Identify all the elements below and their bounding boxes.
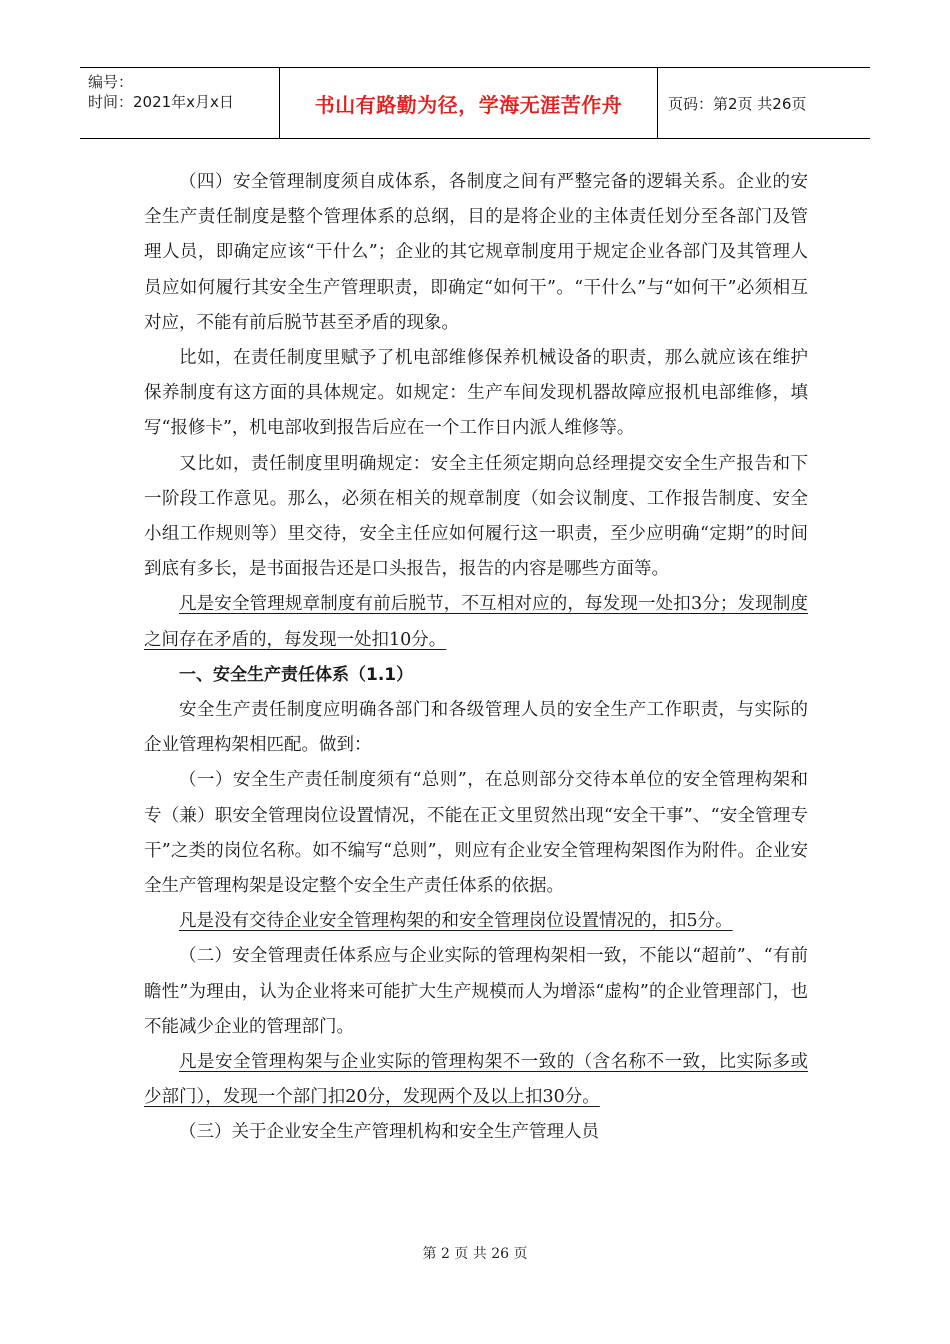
paragraph-responsibility-intro: 安全生产责任制度应明确各部门和各级管理人员的安全生产工作职责，与实际的企业管理构架相匹配。做到： [144, 700, 808, 756]
paragraph-example-2: 又比如，责任制度里明确规定：安全主任须定期向总经理提交安全生产报告和下一阶段工作意见。那么，必须在相关的规章制度（如会议制度、工作报告制度、安全小组工作规则等）里交待，安全主任应如何履行这一职责，至少应明确“定期”的时间到底有多长，是书面报告还是口头报告，报告的内容是哪些方面等。 [144, 453, 808, 580]
penalty-rule-1 [144, 587, 808, 657]
page-footer: 第 2 页 共 26 页 [422, 1246, 528, 1262]
penalty-rule-3 [144, 1045, 808, 1115]
header-page-code: 页码：第2页 共26页 [668, 94, 807, 113]
document-number-label: 编号： [88, 73, 134, 91]
header-motto: 书山有路勤为径，学海无涯苦作舟 [280, 68, 658, 138]
paragraph-item-2: （二）安全管理责任体系应与企业实际的管理构架相一致，不能以“超前”、“有前瞻性”为理由，认为企业将来可能扩大生产规模而人为增添“虚构”的企业管理部门，也不能减少企业的管理部门。 [144, 946, 808, 1037]
penalty-rule-2-text: 凡是没有交待企业安全管理构架的和安全管理岗位设置情况的，扣5分。 [179, 911, 733, 932]
section-heading-responsibility: 一、安全生产责任体系（1.1） [179, 664, 414, 685]
penalty-rule-1-text: 凡是安全管理规章制度有前后脱节，不互相对应的，每发现一处扣3分；发现制度之间存在矛盾的，每发现一处扣10分。 [144, 594, 808, 650]
paragraph-example-1: 比如，在责任制度里赋予了机电部维修保养机械设备的职责，那么就应该在维护保养制度有这方面的具体规定。如规定：生产车间发现机器故障应报机电部维修，填写“报修卡”，机电部收到报告后应在一个工作日内派人维修等。 [144, 348, 808, 439]
paragraph-item-3: （三）关于企业安全生产管理机构和安全生产管理人员 [179, 1122, 599, 1143]
paragraph-item-1: （一）安全生产责任制度须有“总则”，在总则部分交待本单位的安全管理构架和专（兼）职安全管理岗位设置情况，不能在正文里贸然出现“安全干事”、“安全管理专干”之类的岗位名称。如不编写“总则”，则应有企业安全管理构架图作为附件。企业安全生产管理构架是设定整个安全生产责任体系的依据。 [144, 770, 808, 897]
document-header [80, 67, 870, 139]
penalty-rule-2 [144, 904, 808, 939]
paragraph-section-4: （四）安全管理制度须自成体系，各制度之间有严整完备的逻辑关系。企业的安全生产责任制度是整个管理体系的总纲，目的是将企业的主体责任划分至各部门及管理人员，即确定应该“干什么”；企业的其它规章制度用于规定企业各部门及其管理人员应如何履行其安全生产管理职责，即确定“如何干”。“干什么”与“如何干”必须相互对应，不能有前后脱节甚至矛盾的现象。 [144, 172, 808, 333]
document-time-label: 时间：2021年x月x日 [88, 93, 234, 111]
header-info-cell [80, 68, 280, 138]
document-body [144, 165, 808, 1151]
penalty-rule-3-text: 凡是安全管理构架与企业实际的管理构架不一致的（含名称不一致，比实际多或少部门），发现一个部门扣20分，发现两个及以上扣30分。 [144, 1052, 808, 1108]
